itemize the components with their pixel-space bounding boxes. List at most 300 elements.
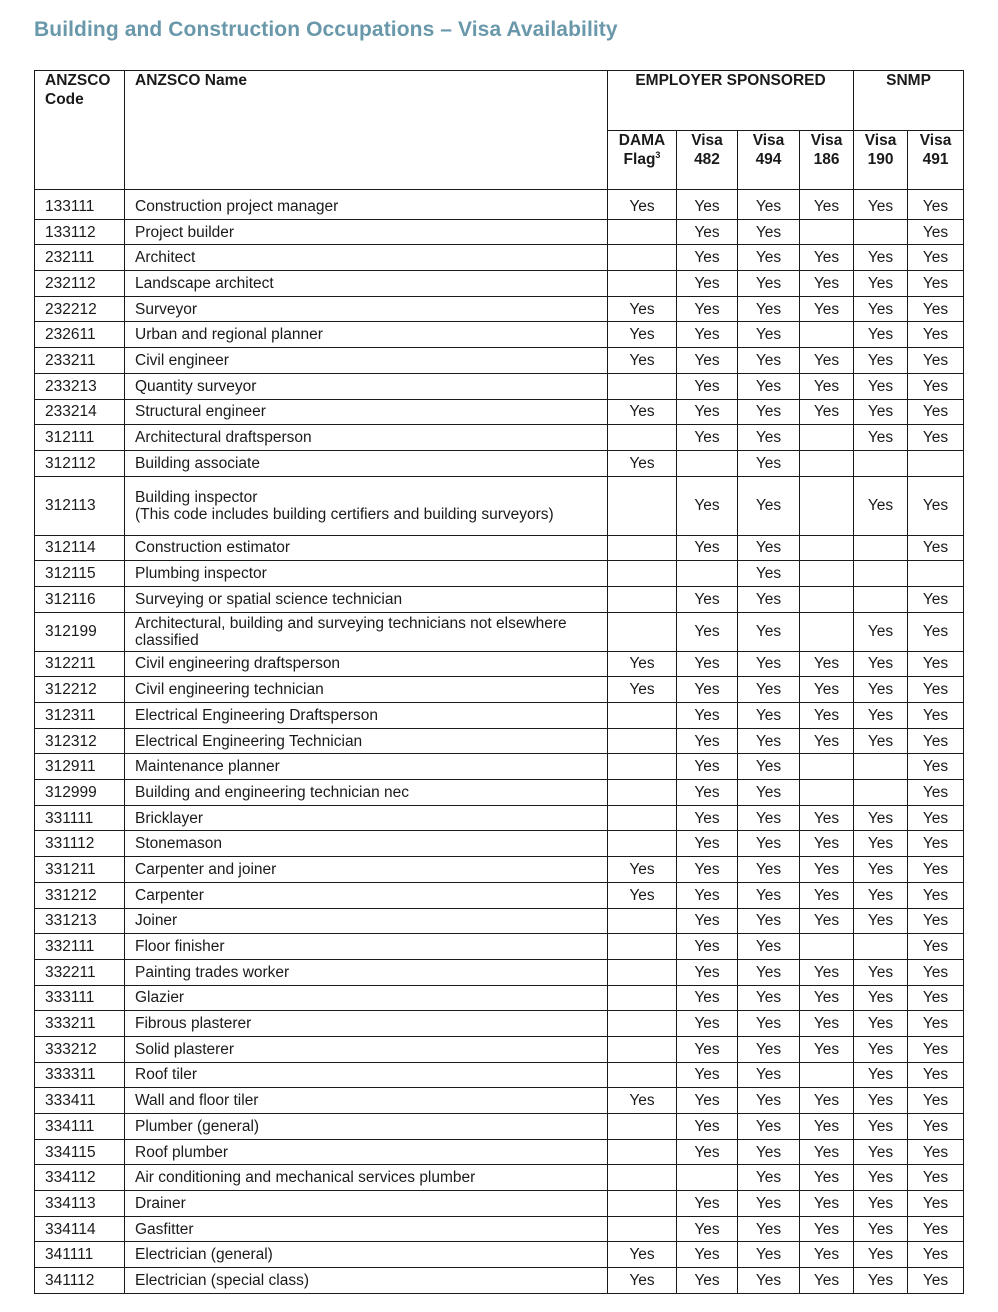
cell-anzsco-code: 333111 xyxy=(35,985,125,1011)
cell-visa-491: Yes xyxy=(908,728,964,754)
cell-visa-186: Yes xyxy=(800,1191,854,1217)
table-row xyxy=(35,857,964,883)
cell-anzsco-code: 333411 xyxy=(35,1088,125,1114)
cell-dama-flag: Yes xyxy=(608,677,677,703)
cell-visa-190: Yes xyxy=(854,882,908,908)
cell-anzsco-name: Project builder xyxy=(125,219,608,245)
table-row xyxy=(35,1088,964,1114)
cell-visa-494: Yes xyxy=(738,271,800,297)
cell-dama-flag xyxy=(608,959,677,985)
cell-visa-494: Yes xyxy=(738,450,800,476)
cell-anzsco-code: 233213 xyxy=(35,373,125,399)
cell-visa-494: Yes xyxy=(738,245,800,271)
cell-anzsco-code: 334113 xyxy=(35,1191,125,1217)
cell-visa-186: Yes xyxy=(800,399,854,425)
cell-visa-190: Yes xyxy=(854,677,908,703)
table-row xyxy=(35,535,964,561)
cell-visa-494: Yes xyxy=(738,1088,800,1114)
cell-anzsco-name: Electrical Engineering Draftsperson xyxy=(125,703,608,729)
cell-anzsco-name: Surveying or spatial science technician xyxy=(125,586,608,612)
cell-anzsco-name: Wall and floor tiler xyxy=(125,1088,608,1114)
cell-visa-186: Yes xyxy=(800,959,854,985)
cell-visa-494: Yes xyxy=(738,857,800,883)
cell-visa-190: Yes xyxy=(854,296,908,322)
cell-anzsco-name: Joiner xyxy=(125,908,608,934)
cell-visa-190: Yes xyxy=(854,1242,908,1268)
cell-visa-491: Yes xyxy=(908,1062,964,1088)
cell-anzsco-name: Architectural draftsperson xyxy=(125,425,608,451)
cell-visa-482: Yes xyxy=(677,219,738,245)
cell-dama-flag xyxy=(608,561,677,587)
cell-visa-482: Yes xyxy=(677,703,738,729)
cell-visa-482: Yes xyxy=(677,1062,738,1088)
cell-visa-494: Yes xyxy=(738,805,800,831)
cell-visa-190: Yes xyxy=(854,985,908,1011)
column-header-visa-494: Visa 494 xyxy=(738,131,800,190)
cell-visa-482: Yes xyxy=(677,805,738,831)
cell-visa-491: Yes xyxy=(908,348,964,374)
cell-visa-482: Yes xyxy=(677,399,738,425)
cell-visa-482: Yes xyxy=(677,985,738,1011)
cell-visa-482 xyxy=(677,561,738,587)
cell-dama-flag xyxy=(608,425,677,451)
cell-visa-190: Yes xyxy=(854,1114,908,1140)
cell-visa-482: Yes xyxy=(677,1114,738,1140)
header-row-groups xyxy=(35,71,964,131)
cell-visa-494: Yes xyxy=(738,348,800,374)
cell-anzsco-code: 233211 xyxy=(35,348,125,374)
cell-dama-flag xyxy=(608,1216,677,1242)
table-row xyxy=(35,1242,964,1268)
cell-visa-190: Yes xyxy=(854,1011,908,1037)
cell-dama-flag xyxy=(608,245,677,271)
cell-visa-190: Yes xyxy=(854,1062,908,1088)
table-row xyxy=(35,1165,964,1191)
cell-dama-flag xyxy=(608,1191,677,1217)
cell-visa-494: Yes xyxy=(738,651,800,677)
cell-visa-190: Yes xyxy=(854,1036,908,1062)
cell-anzsco-code: 312116 xyxy=(35,586,125,612)
cell-visa-482: Yes xyxy=(677,373,738,399)
cell-dama-flag xyxy=(608,1139,677,1165)
cell-visa-186: Yes xyxy=(800,1139,854,1165)
cell-visa-494: Yes xyxy=(738,476,800,535)
cell-dama-flag: Yes xyxy=(608,399,677,425)
cell-visa-491: Yes xyxy=(908,1242,964,1268)
cell-visa-482: Yes xyxy=(677,296,738,322)
cell-visa-494: Yes xyxy=(738,219,800,245)
cell-visa-494: Yes xyxy=(738,296,800,322)
cell-visa-482: Yes xyxy=(677,677,738,703)
cell-visa-494: Yes xyxy=(738,959,800,985)
table-row xyxy=(35,1268,964,1294)
cell-visa-482: Yes xyxy=(677,322,738,348)
cell-anzsco-code: 334111 xyxy=(35,1114,125,1140)
cell-visa-491: Yes xyxy=(908,831,964,857)
table-row xyxy=(35,908,964,934)
cell-visa-482 xyxy=(677,450,738,476)
cell-dama-flag xyxy=(608,934,677,960)
cell-visa-186: Yes xyxy=(800,908,854,934)
cell-visa-186 xyxy=(800,1062,854,1088)
cell-visa-491: Yes xyxy=(908,651,964,677)
cell-visa-186: Yes xyxy=(800,1165,854,1191)
cell-anzsco-name: Architectural, building and surveying technicians not elsewhere classified xyxy=(125,612,608,651)
cell-visa-190: Yes xyxy=(854,1268,908,1294)
table-row xyxy=(35,476,964,535)
cell-anzsco-name: Quantity surveyor xyxy=(125,373,608,399)
cell-visa-494: Yes xyxy=(738,586,800,612)
cell-visa-491: Yes xyxy=(908,1191,964,1217)
cell-visa-491: Yes xyxy=(908,754,964,780)
page-title: Building and Construction Occupations – Visa Availability xyxy=(34,18,618,41)
cell-anzsco-code: 312312 xyxy=(35,728,125,754)
cell-anzsco-code: 232212 xyxy=(35,296,125,322)
cell-visa-186: Yes xyxy=(800,1242,854,1268)
cell-anzsco-code: 312113 xyxy=(35,476,125,535)
cell-dama-flag: Yes xyxy=(608,1268,677,1294)
cell-visa-186 xyxy=(800,450,854,476)
cell-dama-flag xyxy=(608,1062,677,1088)
cell-visa-186: Yes xyxy=(800,296,854,322)
cell-visa-491: Yes xyxy=(908,1165,964,1191)
table-row xyxy=(35,728,964,754)
table-body xyxy=(35,190,964,1294)
cell-visa-494: Yes xyxy=(738,190,800,220)
cell-visa-186: Yes xyxy=(800,728,854,754)
table-row xyxy=(35,754,964,780)
cell-visa-190 xyxy=(854,561,908,587)
table-row xyxy=(35,703,964,729)
cell-visa-491 xyxy=(908,450,964,476)
cell-visa-482: Yes xyxy=(677,857,738,883)
table-row xyxy=(35,934,964,960)
cell-visa-190: Yes xyxy=(854,425,908,451)
cell-dama-flag xyxy=(608,754,677,780)
cell-visa-186: Yes xyxy=(800,882,854,908)
cell-anzsco-name: Building and engineering technician nec xyxy=(125,780,608,806)
cell-dama-flag: Yes xyxy=(608,296,677,322)
cell-visa-482: Yes xyxy=(677,586,738,612)
cell-dama-flag xyxy=(608,728,677,754)
cell-visa-190: Yes xyxy=(854,373,908,399)
cell-visa-190: Yes xyxy=(854,908,908,934)
cell-visa-482: Yes xyxy=(677,780,738,806)
cell-visa-491: Yes xyxy=(908,373,964,399)
cell-visa-491: Yes xyxy=(908,1036,964,1062)
cell-visa-494: Yes xyxy=(738,561,800,587)
cell-dama-flag: Yes xyxy=(608,857,677,883)
table-row xyxy=(35,425,964,451)
cell-visa-491: Yes xyxy=(908,1114,964,1140)
cell-anzsco-name: Civil engineering draftsperson xyxy=(125,651,608,677)
cell-dama-flag xyxy=(608,703,677,729)
cell-anzsco-name: Plumber (general) xyxy=(125,1114,608,1140)
cell-visa-494: Yes xyxy=(738,535,800,561)
cell-visa-186: Yes xyxy=(800,348,854,374)
column-header-visa-491: Visa 491 xyxy=(908,131,964,190)
group-header-snmp: SNMP xyxy=(854,71,964,131)
cell-visa-494: Yes xyxy=(738,1191,800,1217)
cell-visa-186: Yes xyxy=(800,857,854,883)
cell-visa-482: Yes xyxy=(677,1088,738,1114)
cell-dama-flag xyxy=(608,535,677,561)
cell-visa-491: Yes xyxy=(908,586,964,612)
cell-anzsco-name: Civil engineer xyxy=(125,348,608,374)
cell-visa-190 xyxy=(854,450,908,476)
table-row xyxy=(35,399,964,425)
cell-anzsco-name: Painting trades worker xyxy=(125,959,608,985)
visa-availability-table xyxy=(34,70,964,1294)
cell-anzsco-code: 341111 xyxy=(35,1242,125,1268)
cell-visa-186 xyxy=(800,425,854,451)
cell-visa-482: Yes xyxy=(677,831,738,857)
table-row xyxy=(35,373,964,399)
cell-visa-482: Yes xyxy=(677,959,738,985)
table-row xyxy=(35,831,964,857)
cell-visa-494: Yes xyxy=(738,373,800,399)
cell-anzsco-code: 312112 xyxy=(35,450,125,476)
cell-visa-494: Yes xyxy=(738,399,800,425)
cell-visa-491: Yes xyxy=(908,805,964,831)
column-header-dama-flag: DAMA Flag$^3$ xyxy=(608,131,677,190)
cell-visa-186: Yes xyxy=(800,1088,854,1114)
cell-visa-491: Yes xyxy=(908,322,964,348)
cell-anzsco-code: 334112 xyxy=(35,1165,125,1191)
cell-anzsco-name: Building inspector (This code includes building certifiers and building surveyors) xyxy=(125,476,608,535)
cell-anzsco-name: Construction estimator xyxy=(125,535,608,561)
cell-dama-flag xyxy=(608,805,677,831)
cell-anzsco-code: 331112 xyxy=(35,831,125,857)
cell-visa-190: Yes xyxy=(854,1139,908,1165)
cell-visa-482: Yes xyxy=(677,1011,738,1037)
cell-visa-482: Yes xyxy=(677,612,738,651)
cell-visa-494: Yes xyxy=(738,1062,800,1088)
cell-visa-482: Yes xyxy=(677,476,738,535)
cell-dama-flag xyxy=(608,831,677,857)
table-row xyxy=(35,882,964,908)
cell-visa-186 xyxy=(800,535,854,561)
cell-visa-491: Yes xyxy=(908,780,964,806)
cell-visa-190: Yes xyxy=(854,805,908,831)
cell-visa-186 xyxy=(800,612,854,651)
cell-visa-190 xyxy=(854,754,908,780)
cell-visa-482 xyxy=(677,1165,738,1191)
cell-anzsco-code: 312111 xyxy=(35,425,125,451)
cell-visa-190: Yes xyxy=(854,476,908,535)
cell-visa-190: Yes xyxy=(854,322,908,348)
cell-visa-190: Yes xyxy=(854,959,908,985)
cell-visa-494: Yes xyxy=(738,1216,800,1242)
cell-visa-482: Yes xyxy=(677,271,738,297)
cell-visa-494: Yes xyxy=(738,1165,800,1191)
cell-visa-491: Yes xyxy=(908,190,964,220)
cell-dama-flag xyxy=(608,271,677,297)
cell-anzsco-name: Plumbing inspector xyxy=(125,561,608,587)
cell-dama-flag: Yes xyxy=(608,348,677,374)
cell-visa-491: Yes xyxy=(908,677,964,703)
cell-visa-186 xyxy=(800,561,854,587)
table-row xyxy=(35,677,964,703)
cell-visa-491: Yes xyxy=(908,882,964,908)
cell-visa-494: Yes xyxy=(738,754,800,780)
cell-visa-186 xyxy=(800,476,854,535)
cell-dama-flag xyxy=(608,1036,677,1062)
cell-anzsco-name: Fibrous plasterer xyxy=(125,1011,608,1037)
table-row xyxy=(35,561,964,587)
cell-visa-186: Yes xyxy=(800,1114,854,1140)
cell-visa-482: Yes xyxy=(677,535,738,561)
cell-visa-491: Yes xyxy=(908,399,964,425)
cell-visa-190 xyxy=(854,934,908,960)
table-row xyxy=(35,1191,964,1217)
cell-anzsco-code: 332211 xyxy=(35,959,125,985)
cell-anzsco-code: 232111 xyxy=(35,245,125,271)
cell-anzsco-code: 312115 xyxy=(35,561,125,587)
cell-anzsco-code: 312311 xyxy=(35,703,125,729)
cell-anzsco-code: 312212 xyxy=(35,677,125,703)
cell-dama-flag: Yes xyxy=(608,1242,677,1268)
cell-anzsco-name: Electrical Engineering Technician xyxy=(125,728,608,754)
cell-visa-186 xyxy=(800,934,854,960)
cell-visa-186 xyxy=(800,219,854,245)
cell-visa-494: Yes xyxy=(738,703,800,729)
cell-anzsco-name: Carpenter and joiner xyxy=(125,857,608,883)
cell-visa-186: Yes xyxy=(800,703,854,729)
table-row xyxy=(35,959,964,985)
cell-anzsco-name: Drainer xyxy=(125,1191,608,1217)
cell-visa-482: Yes xyxy=(677,1268,738,1294)
cell-dama-flag: Yes xyxy=(608,190,677,220)
cell-dama-flag xyxy=(608,219,677,245)
cell-visa-491: Yes xyxy=(908,703,964,729)
cell-visa-491 xyxy=(908,561,964,587)
cell-dama-flag xyxy=(608,1165,677,1191)
table-row xyxy=(35,271,964,297)
cell-dama-flag xyxy=(608,780,677,806)
cell-visa-494: Yes xyxy=(738,1242,800,1268)
cell-visa-491: Yes xyxy=(908,1268,964,1294)
cell-anzsco-code: 334115 xyxy=(35,1139,125,1165)
cell-visa-494: Yes xyxy=(738,322,800,348)
column-header-name: ANZSCO Name xyxy=(125,71,608,190)
cell-anzsco-name: Solid plasterer xyxy=(125,1036,608,1062)
column-header-code: ANZSCO Code xyxy=(35,71,125,190)
cell-anzsco-code: 333211 xyxy=(35,1011,125,1037)
cell-dama-flag: Yes xyxy=(608,1088,677,1114)
cell-dama-flag: Yes xyxy=(608,882,677,908)
cell-visa-494: Yes xyxy=(738,677,800,703)
cell-visa-494: Yes xyxy=(738,728,800,754)
cell-visa-482: Yes xyxy=(677,425,738,451)
table-row xyxy=(35,219,964,245)
cell-anzsco-name: Structural engineer xyxy=(125,399,608,425)
cell-visa-482: Yes xyxy=(677,1242,738,1268)
cell-anzsco-code: 331211 xyxy=(35,857,125,883)
cell-visa-186: Yes xyxy=(800,1268,854,1294)
cell-visa-491: Yes xyxy=(908,1139,964,1165)
cell-anzsco-code: 332111 xyxy=(35,934,125,960)
cell-visa-190: Yes xyxy=(854,651,908,677)
cell-visa-494: Yes xyxy=(738,831,800,857)
cell-visa-186 xyxy=(800,322,854,348)
table-row xyxy=(35,1011,964,1037)
table-row xyxy=(35,1216,964,1242)
cell-visa-190 xyxy=(854,586,908,612)
table-row xyxy=(35,322,964,348)
cell-anzsco-name: Construction project manager xyxy=(125,190,608,220)
cell-anzsco-name: Roof plumber xyxy=(125,1139,608,1165)
cell-visa-190: Yes xyxy=(854,348,908,374)
cell-dama-flag xyxy=(608,476,677,535)
cell-visa-186: Yes xyxy=(800,271,854,297)
cell-visa-190: Yes xyxy=(854,703,908,729)
cell-dama-flag xyxy=(608,985,677,1011)
cell-visa-491: Yes xyxy=(908,934,964,960)
table-row xyxy=(35,348,964,374)
cell-visa-190: Yes xyxy=(854,728,908,754)
cell-visa-186: Yes xyxy=(800,651,854,677)
cell-visa-482: Yes xyxy=(677,245,738,271)
cell-anzsco-name: Electrician (special class) xyxy=(125,1268,608,1294)
cell-anzsco-code: 312114 xyxy=(35,535,125,561)
cell-anzsco-code: 133111 xyxy=(35,190,125,220)
cell-visa-494: Yes xyxy=(738,882,800,908)
cell-visa-190: Yes xyxy=(854,1088,908,1114)
table-row xyxy=(35,296,964,322)
cell-visa-190: Yes xyxy=(854,399,908,425)
table-row xyxy=(35,1036,964,1062)
cell-anzsco-name: Floor finisher xyxy=(125,934,608,960)
cell-visa-482: Yes xyxy=(677,348,738,374)
cell-visa-482: Yes xyxy=(677,1036,738,1062)
cell-visa-482: Yes xyxy=(677,728,738,754)
cell-visa-190: Yes xyxy=(854,1191,908,1217)
column-header-visa-190: Visa 190 xyxy=(854,131,908,190)
cell-visa-186: Yes xyxy=(800,190,854,220)
cell-visa-491: Yes xyxy=(908,1011,964,1037)
cell-anzsco-name: Glazier xyxy=(125,985,608,1011)
cell-visa-491: Yes xyxy=(908,908,964,934)
table-row xyxy=(35,612,964,651)
cell-anzsco-name: Building associate xyxy=(125,450,608,476)
cell-visa-491: Yes xyxy=(908,296,964,322)
cell-dama-flag: Yes xyxy=(608,651,677,677)
cell-visa-186: Yes xyxy=(800,677,854,703)
cell-anzsco-name: Maintenance planner xyxy=(125,754,608,780)
cell-visa-491: Yes xyxy=(908,425,964,451)
cell-visa-482: Yes xyxy=(677,190,738,220)
cell-visa-491: Yes xyxy=(908,476,964,535)
cell-dama-flag xyxy=(608,1114,677,1140)
cell-anzsco-code: 331212 xyxy=(35,882,125,908)
cell-anzsco-name: Gasfitter xyxy=(125,1216,608,1242)
table-row xyxy=(35,805,964,831)
cell-visa-190: Yes xyxy=(854,1165,908,1191)
cell-visa-186: Yes xyxy=(800,1011,854,1037)
cell-visa-491: Yes xyxy=(908,245,964,271)
cell-visa-494: Yes xyxy=(738,934,800,960)
cell-visa-491: Yes xyxy=(908,271,964,297)
table-row xyxy=(35,190,964,220)
cell-anzsco-name: Roof tiler xyxy=(125,1062,608,1088)
cell-anzsco-code: 331111 xyxy=(35,805,125,831)
cell-visa-190: Yes xyxy=(854,831,908,857)
cell-visa-190: Yes xyxy=(854,857,908,883)
table-row xyxy=(35,586,964,612)
cell-visa-491: Yes xyxy=(908,535,964,561)
footnote-marker: 3 xyxy=(655,149,661,160)
